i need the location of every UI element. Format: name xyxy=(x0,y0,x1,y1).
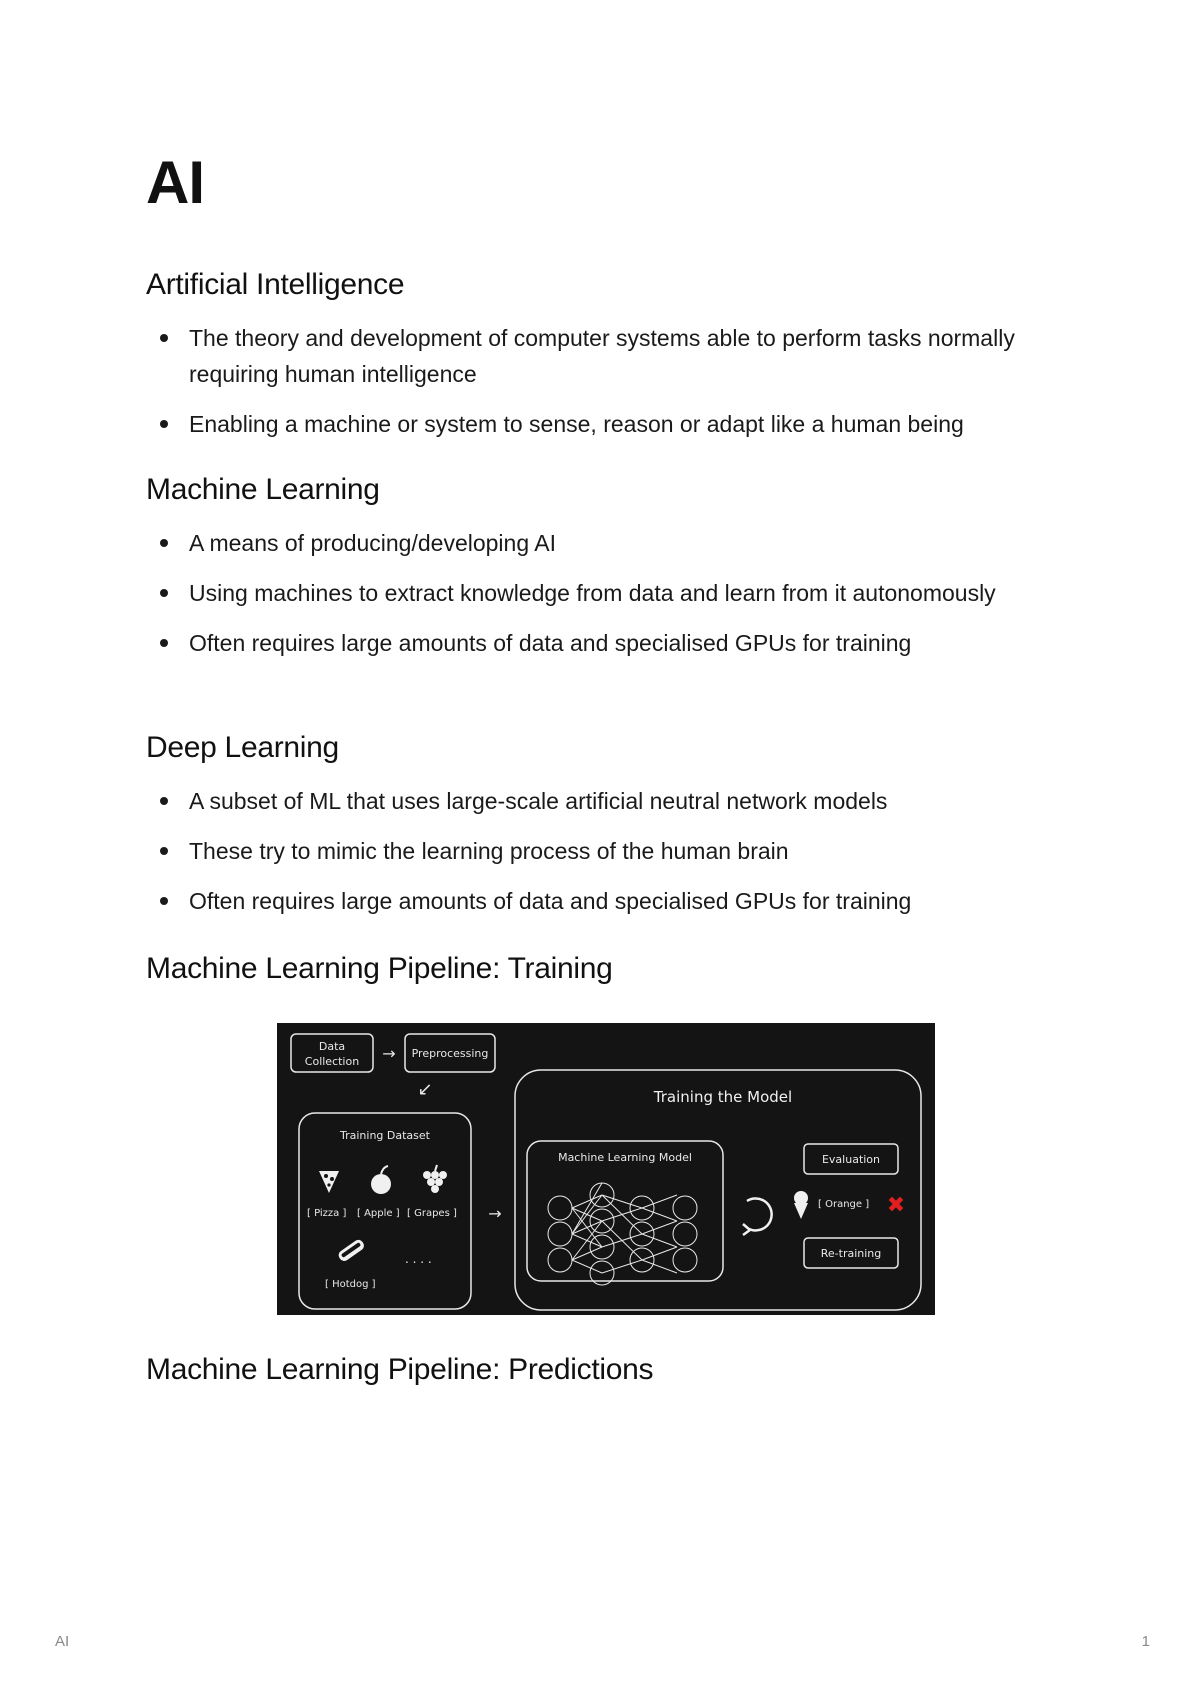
training-pipeline-diagram xyxy=(277,1023,935,1315)
cross-icon: ✖ xyxy=(886,1193,906,1218)
list-item: Enabling a machine or system to sense, reason or adapt like a human being xyxy=(146,406,1076,442)
list-machine-learning xyxy=(146,525,1076,675)
heading-pipeline-training: Machine Learning Pipeline: Training xyxy=(146,952,613,985)
list-item: The theory and development of computer systems able to perform tasks normally requiring human intelligence xyxy=(146,320,1076,392)
apple-label: [ Apple ] xyxy=(357,1208,400,1219)
grapes-label: [ Grapes ] xyxy=(407,1208,457,1219)
arrow-right-icon: → xyxy=(382,1044,396,1063)
data-collection-label-1: Data xyxy=(318,1040,346,1053)
pizza-label: [ Pizza ] xyxy=(307,1208,347,1219)
orange-label: [ Orange ] xyxy=(818,1199,870,1210)
training-the-model-label: Training the Model xyxy=(653,1088,793,1106)
list-item: Often requires large amounts of data and specialised GPUs for training xyxy=(146,883,1076,919)
list-item: Using machines to extract knowledge from data and learn from it autonomously xyxy=(146,575,1076,611)
page-title: AI xyxy=(146,149,204,216)
ml-model-label: Machine Learning Model xyxy=(558,1151,692,1164)
list-deep-learning xyxy=(146,783,1076,933)
heading-pipeline-predictions: Machine Learning Pipeline: Predictions xyxy=(146,1353,654,1386)
list-artificial-intelligence xyxy=(146,320,1076,456)
evaluation-label: Evaluation xyxy=(821,1153,881,1166)
heading-artificial-intelligence: Artificial Intelligence xyxy=(146,268,405,301)
footer-title: AI xyxy=(55,1633,70,1650)
arrow-right-icon: → xyxy=(488,1204,502,1223)
hotdog-label: [ Hotdog ] xyxy=(325,1279,376,1290)
training-dataset-label: Training Dataset xyxy=(340,1129,430,1142)
data-collection-label-2: Collection xyxy=(304,1055,360,1068)
ellipsis-text: . . . . xyxy=(405,1252,432,1266)
list-item: Often requires large amounts of data and specialised GPUs for training xyxy=(146,625,1076,661)
list-item: A subset of ML that uses large-scale artificial neutral network models xyxy=(146,783,1076,819)
preprocessing-label: Preprocessing xyxy=(411,1047,489,1060)
heading-machine-learning: Machine Learning xyxy=(146,473,380,506)
arrow-down-icon: ↙ xyxy=(417,1079,433,1100)
footer-page-number: 1 xyxy=(1141,1633,1150,1650)
list-item: A means of producing/developing AI xyxy=(146,525,1076,561)
heading-deep-learning: Deep Learning xyxy=(146,731,339,764)
list-item: These try to mimic the learning process of the human brain xyxy=(146,833,1076,869)
retraining-label: Re-training xyxy=(820,1247,882,1260)
